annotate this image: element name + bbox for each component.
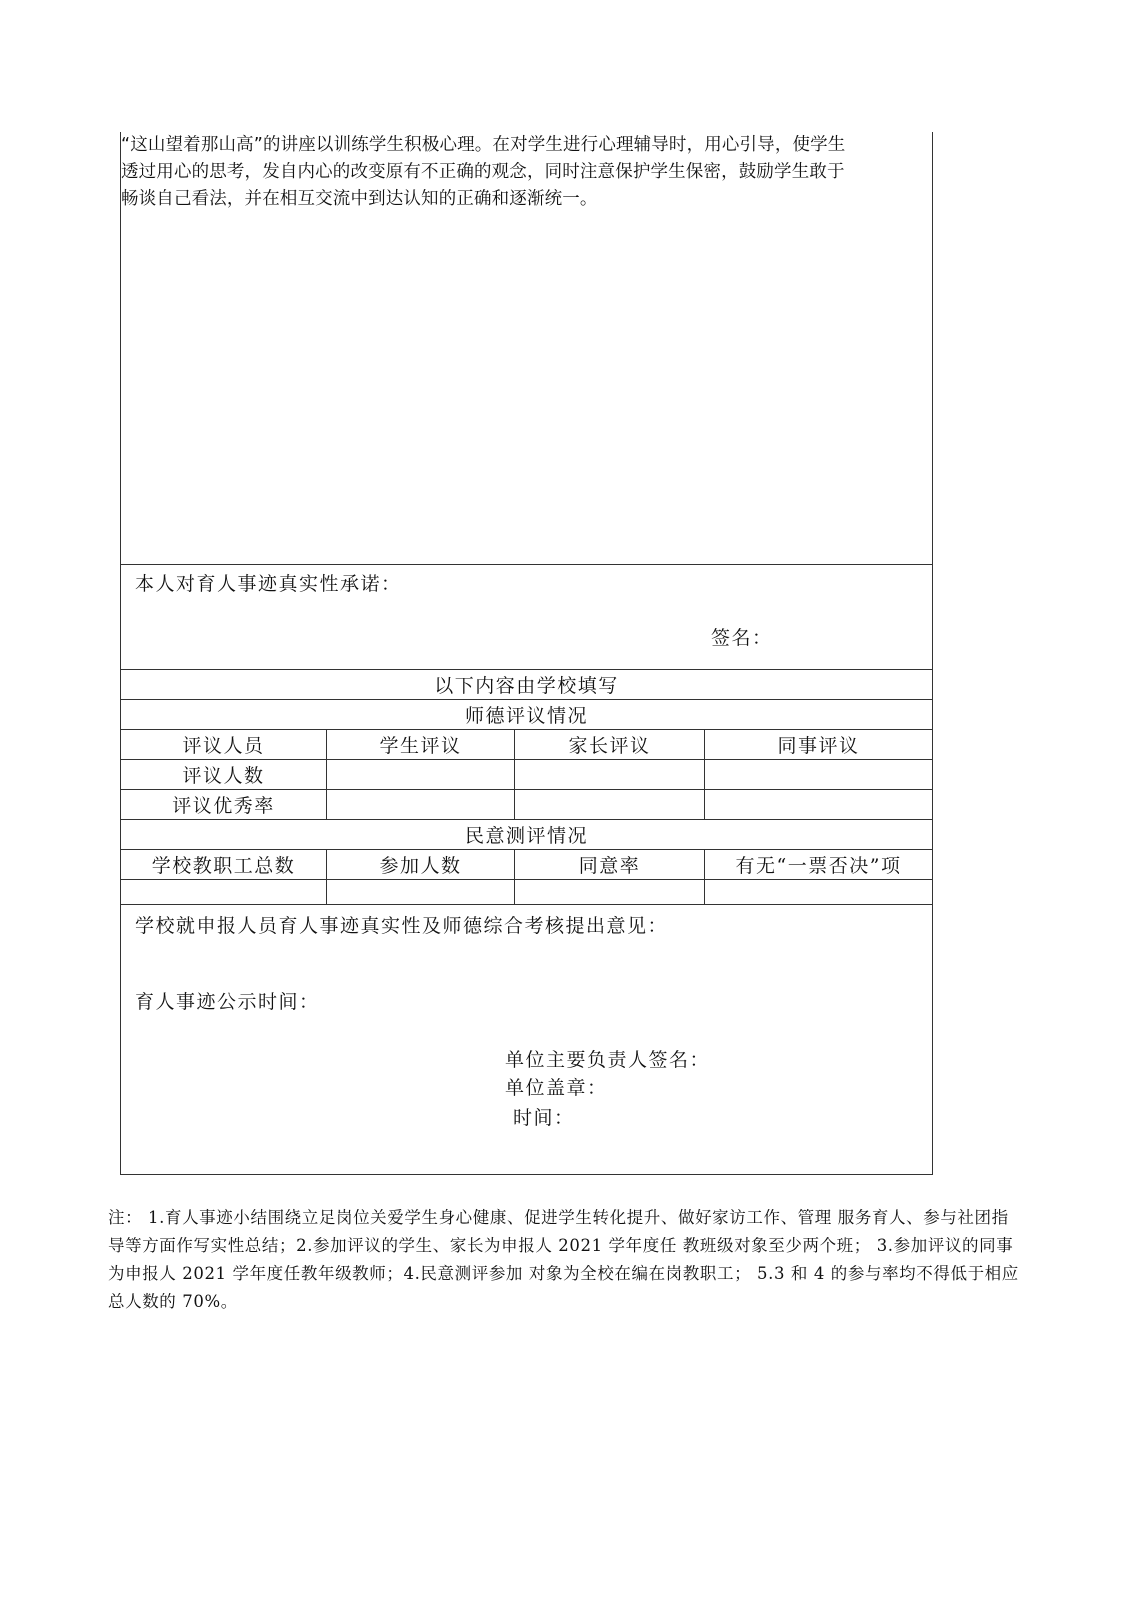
time-label: 时间： — [513, 1107, 575, 1129]
header-approval-rate: 同意率 — [515, 850, 705, 880]
colleague-rate-cell[interactable] — [705, 790, 933, 820]
header-parent-evaluation: 家长评议 — [515, 730, 705, 760]
header-total-staff: 学校教职工总数 — [121, 850, 327, 880]
narrative-line: 透过用心的思考，发自内心的改变原有不正确的观念，同时注意保护学生保密，鼓励学生敢于 — [121, 162, 845, 182]
ethics-evaluation-title: 师德评议情况 — [121, 700, 933, 730]
narrative-cell — [121, 132, 933, 565]
leader-signature-label: 单位主要负责人签名： — [505, 1049, 711, 1071]
signature-label: 签名： — [711, 627, 773, 649]
header-colleague-evaluation: 同事评议 — [705, 730, 933, 760]
header-student-evaluation: 学生评议 — [327, 730, 515, 760]
row-label-evaluator-count: 评议人数 — [121, 760, 327, 790]
pledge-label: 本人对育人事迹真实性承诺： — [135, 573, 402, 595]
publicity-time-label: 育人事迹公示时间： — [135, 991, 320, 1013]
parent-count-cell[interactable] — [515, 760, 705, 790]
row-label-excellence-rate: 评议优秀率 — [121, 790, 327, 820]
total-staff-cell[interactable] — [121, 880, 327, 905]
footnote: 注： 1.育人事迹小结围绕立足岗位关爱学生身心健康、促进学生转化提升、做好家访工作、管理 服务育人、参与社团指导等方面作写实性总结；2.参加评议的学生、家长为申报人 2021 学年度任 教班级对象至少两个班； 3.参加评议的同事为申报人 2021 学年度任教年级教师；4.民意测评参加 对象为全校在编在岗教职工； 5.3 和 4 的参与率均不得低于相应总人数的 70%。 — [108, 1208, 1019, 1311]
application-form-table — [120, 132, 933, 1175]
participants-cell[interactable] — [327, 880, 515, 905]
student-count-cell[interactable] — [327, 760, 515, 790]
approval-rate-cell[interactable] — [515, 880, 705, 905]
header-veto-item: 有无“一票否决”项 — [705, 850, 933, 880]
header-participants: 参加人数 — [327, 850, 515, 880]
parent-rate-cell[interactable] — [515, 790, 705, 820]
opinion-cell — [121, 905, 933, 1175]
unit-seal-label: 单位盖章： — [505, 1077, 608, 1099]
narrative-line: “这山望着那山高”的讲座以训练学生积极心理。在对学生进行心理辅导时，用心引导，使学生 — [121, 135, 846, 155]
veto-item-cell[interactable] — [705, 880, 933, 905]
narrative-line: 畅谈自己看法，并在相互交流中到达认知的正确和逐渐统一。 — [121, 189, 598, 209]
opinion-label: 学校就申报人员育人事迹真实性及师德综合考核提出意见： — [135, 915, 669, 937]
header-evaluators: 评议人员 — [121, 730, 327, 760]
public-evaluation-title: 民意测评情况 — [121, 820, 933, 850]
pledge-cell — [121, 565, 933, 670]
school-section-title: 以下内容由学校填写 — [121, 670, 933, 700]
colleague-count-cell[interactable] — [705, 760, 933, 790]
student-rate-cell[interactable] — [327, 790, 515, 820]
